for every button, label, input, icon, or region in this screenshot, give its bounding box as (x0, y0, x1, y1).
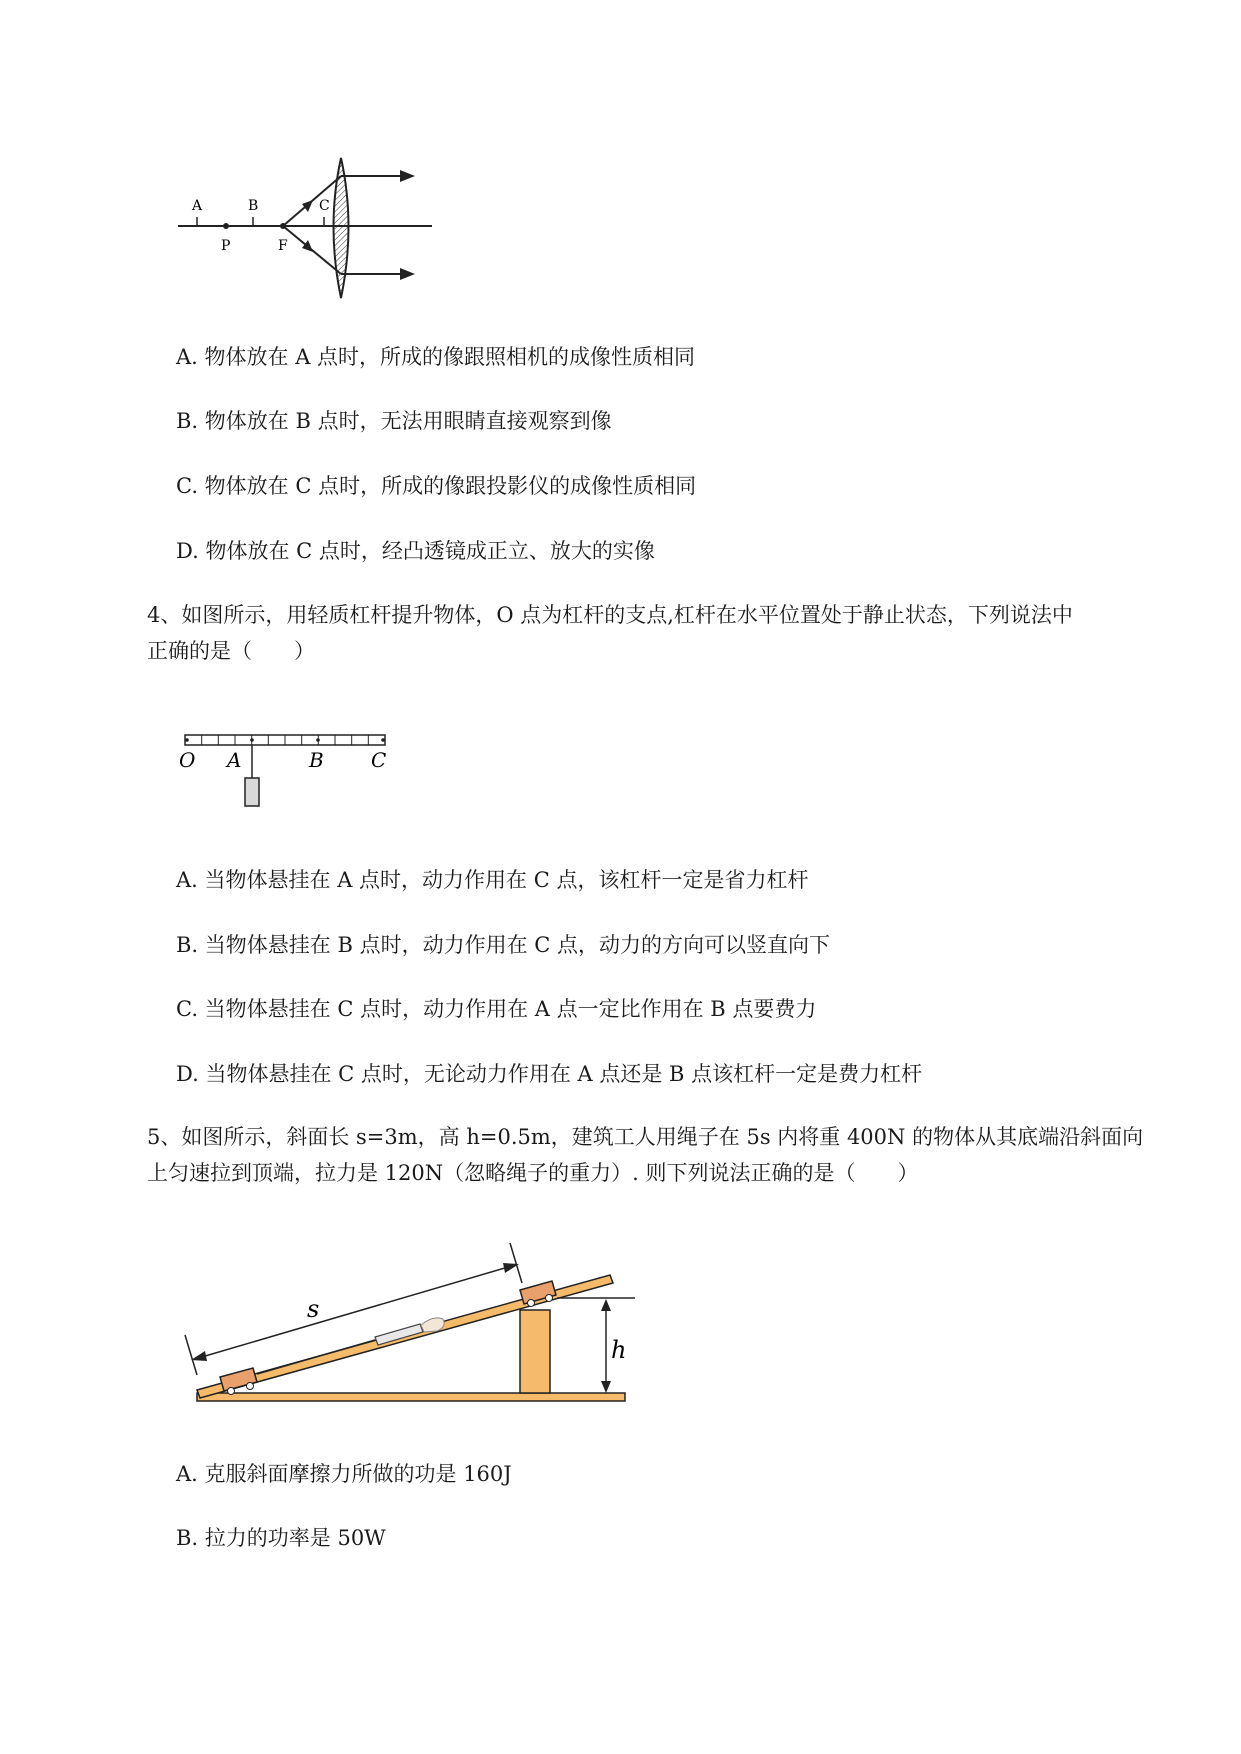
q4-option-d: D. 当物体悬挂在 C 点时，无论动力作用在 A 点还是 B 点该杠杆一定是费力杠杆 (176, 1062, 923, 1086)
support-post (520, 1310, 550, 1393)
q4-stem-line-2: 正确的是（ ） (147, 639, 315, 663)
q4-option-b: B. 当物体悬挂在 B 点时，动力作用在 C 点，动力的方向可以竖直向下 (176, 933, 830, 957)
q3-option-d: D. 物体放在 C 点时，经凸透镜成正立、放大的实像 (176, 539, 655, 563)
q4-option-c: C. 当物体悬挂在 C 点时，动力作用在 A 点一定比作用在 B 点要费力 (176, 997, 817, 1021)
label-c: C (319, 198, 330, 214)
q5-option-a: A. 克服斜面摩擦力所做的功是 160J (176, 1462, 512, 1486)
label-a: A (227, 748, 242, 772)
cart-bottom (220, 1368, 257, 1395)
label-f: F (278, 238, 288, 254)
convex-lens-figure (170, 150, 450, 310)
q5-option-b: B. 拉力的功率是 50W (176, 1526, 386, 1550)
label-o: O (179, 748, 196, 772)
q5-stem-line-1: 5、如图所示，斜面长 s=3m，高 h=0.5m，建筑工人用绳子在 5s 内将重 400N 的物体从其底端沿斜面向 (147, 1125, 1144, 1149)
convex-lens (334, 158, 349, 298)
label-b: B (309, 748, 324, 772)
q4-option-a: A. 当物体悬挂在 A 点时，动力作用在 C 点，该杠杆一定是省力杠杆 (176, 868, 809, 892)
incline-figure (175, 1235, 645, 1410)
label-c: C (371, 748, 387, 772)
point-p (223, 223, 229, 229)
label-p: P (221, 238, 231, 254)
hanging-weight (245, 778, 259, 806)
label-a: A (192, 198, 203, 214)
q4-stem-line-1: 4、如图所示，用轻质杠杆提升物体，O 点为杠杆的支点,杠杆在水平位置处于静止状态，下列说法中 (147, 603, 1073, 627)
q4-stem (147, 600, 1147, 666)
q3-option-a: A. 物体放在 A 点时，所成的像跟照相机的成像性质相同 (176, 345, 696, 369)
q5-stem-line-2: 上匀速拉到顶端，拉力是 120N（忽略绳子的重力）. 则下列说法正确的是（ ） (147, 1161, 919, 1185)
q3-option-c: C. 物体放在 C 点时，所成的像跟投影仪的成像性质相同 (176, 474, 697, 498)
ground-board (197, 1393, 625, 1401)
lever-figure (175, 725, 400, 820)
label-h: h (611, 1336, 627, 1364)
q3-option-b: B. 物体放在 B 点时，无法用眼睛直接观察到像 (176, 409, 612, 433)
label-b: B (248, 198, 259, 214)
q5-stem (147, 1122, 1147, 1188)
label-s: s (307, 1295, 320, 1323)
